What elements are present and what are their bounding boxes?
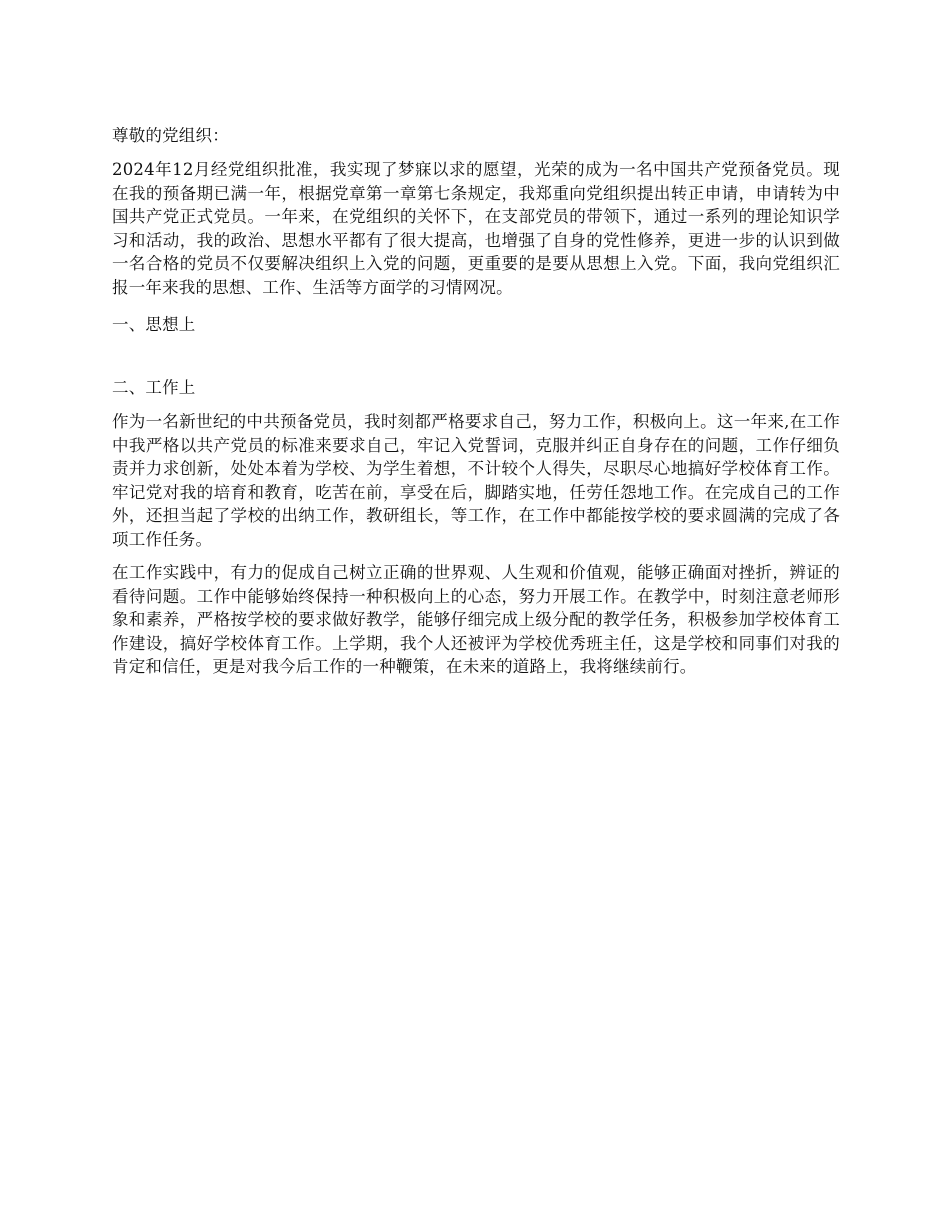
section-heading-work: 二、工作上 xyxy=(112,378,196,397)
work-paragraph-1: 作为一名新世纪的中共预备党员，我时刻都严格要求自己，努力工作，积极向上。这一年来,在工作中我严格以共产党员的标准来要求自己，牢记入党誓词，克服并纠正自身存在的问题，工作仔细负责并力求创新，处处本着为学校、为学生着想，不计较个人得失，尽职尽心地搞好学校体育工作。牢记党对我的培育和教育，吃苦在前，享受在后，脚踏实地，任劳任怨地工作。在完成自己的工作外，还担当起了学校的出纳工作，教研组长，等工作，在工作中都能按学校的要求圆满的完成了各项工作任务。 xyxy=(112,412,840,549)
document-page xyxy=(112,118,840,679)
work-paragraph-2: 在工作实践中，有力的促成自己树立正确的世界观、人生观和价值观，能够正确面对挫折，辨证的看待问题。工作中能够始终保持一种积极向上的心态，努力开展工作。在教学中，时刻注意老师形象和素养，严格按学校的要求做好教学，能够仔细完成上级分配的教学任务，积极参加学校体育工作建设，搞好学校体育工作。上学期，我个人还被评为学校优秀班主任，这是学校和同事们对我的肯定和信任，更是对我今后工作的一种鞭策，在未来的道路上，我将继续前行。 xyxy=(112,563,840,676)
section-heading-thought: 一、思想上 xyxy=(112,315,196,334)
salutation: 尊敬的党组织： xyxy=(112,126,229,145)
intro-paragraph: 2024年12月经党组织批准，我实现了梦寐以求的愿望，光荣的成为一名中国共产党预备党员。现在我的预备期已满一年，根据党章第一章第七条规定，我郑重向党组织提出转正申请，申请转为中国共产党正式党员。一年来，在党组织的关怀下，在支部党员的带领下，通过一系列的理论知识学习和活动，我的政治、思想水平都有了很大提高，也增强了自身的党性修养，更进一步的认识到做一名合格的党员不仅要解决组织上入党的问题，更重要的是要从思想上入党。下面，我向党组织汇报一年来我的思想、工作、生活等方面学的习情网况。 xyxy=(112,160,840,297)
